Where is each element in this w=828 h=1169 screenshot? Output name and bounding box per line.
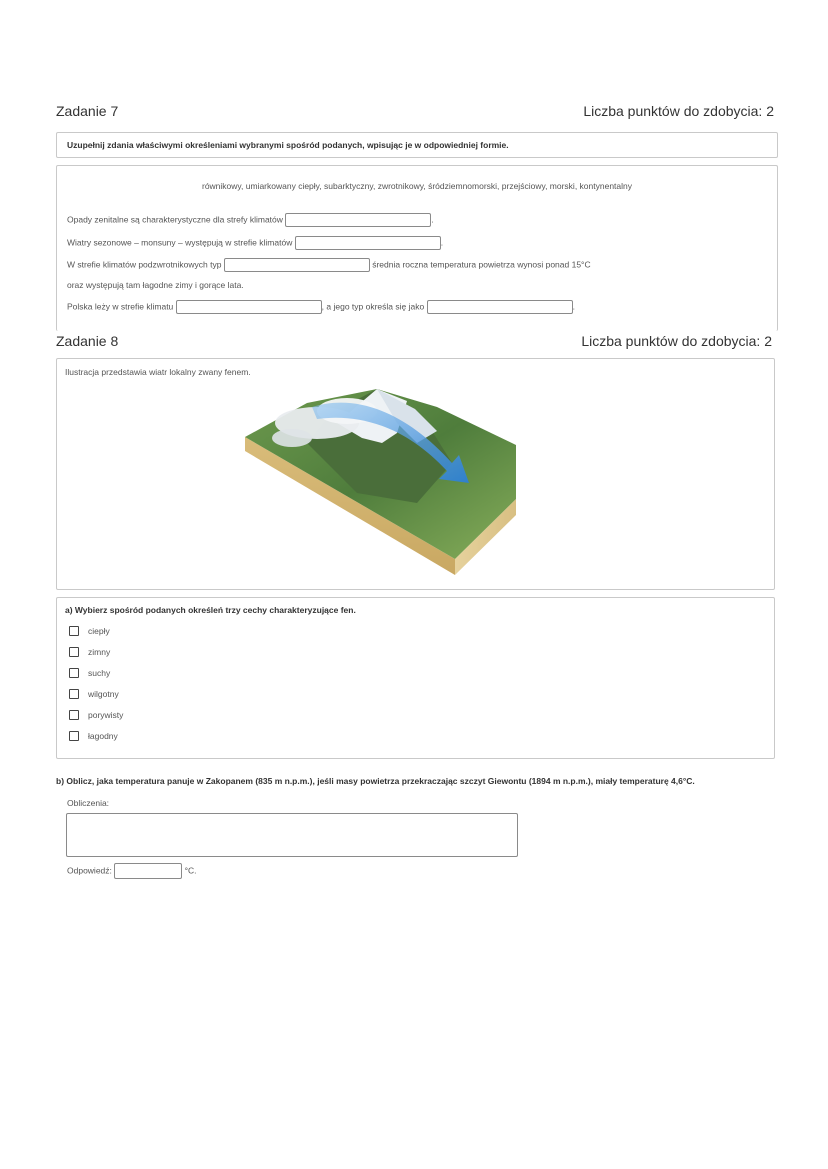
sentence-1-text: Opady zenitalne są charakterystyczne dla strefy klimatów: [67, 214, 283, 225]
answer-field-4[interactable]: [176, 300, 322, 314]
sentence-3-rest: średnia roczna temperatura powietrza wynosi ponad 15°C: [372, 259, 591, 270]
task7-instruction-box: [56, 132, 778, 158]
sentence-3-text: W strefie klimatów podzwrotnikowych typ: [67, 259, 222, 270]
sentence-4-end: .: [572, 301, 575, 312]
part-a-question: a) Wybierz spośród podanych określeń trzy cechy charakteryzujące fen.: [65, 605, 356, 615]
options-list: [69, 620, 123, 746]
option-label: łagodny: [88, 730, 118, 741]
option-label: zimny: [88, 646, 111, 657]
sentence-4: [67, 300, 575, 314]
checkbox-suchy[interactable]: [69, 668, 79, 678]
task7-content-box: [56, 165, 778, 331]
option-label: porywisty: [88, 709, 124, 720]
checkbox-cieply[interactable]: [69, 626, 79, 636]
sentence-2-end: .: [440, 237, 444, 248]
option-cieply[interactable]: [69, 620, 123, 641]
part-b-question: b) Oblicz, jaka temperatura panuje w Zakopanem (835 m n.p.m.), jeśli masy powietrza przekraczając szczyt Giewontu (1894 m n.p.m.), miały temperaturę 4,6°C.: [56, 776, 695, 786]
sentence-2-text: Wiatry sezonowe – monsuny – występują w strefie klimatów: [67, 237, 293, 248]
option-lagodny[interactable]: [69, 725, 123, 746]
task8-title: Zadanie 8: [56, 333, 119, 349]
checkbox-wilgotny[interactable]: [69, 689, 79, 699]
answer-unit: °C.: [184, 865, 197, 876]
sentence-2: [67, 236, 443, 250]
illustration-box: [56, 358, 775, 590]
option-suchy[interactable]: [69, 662, 123, 683]
sentence-1: [67, 213, 434, 227]
sentence-4-text: Polska leży w strefie klimatu: [67, 301, 174, 312]
task7-points: Liczba punktów do zdobycia: 2: [583, 103, 774, 119]
answer-input[interactable]: [114, 863, 182, 879]
sentence-3: [67, 258, 591, 272]
sentence-1-end: .: [431, 214, 434, 225]
option-label: suchy: [88, 667, 111, 678]
task7-title: Zadanie 7: [56, 103, 119, 119]
part-a-box: [56, 597, 775, 759]
foehn-illustration: [237, 383, 537, 583]
calc-label: Obliczenia:: [67, 798, 110, 808]
task7-instruction: Uzupełnij zdania właściwymi określeniami wybranymi spośród podanych, wpisując je w odpowiedniej formie.: [67, 140, 509, 150]
answer-field-3[interactable]: [224, 258, 370, 272]
checkbox-zimny[interactable]: [69, 647, 79, 657]
option-porywisty[interactable]: [69, 704, 123, 725]
sentence-3-line2: oraz występują tam łagodne zimy i gorące lata.: [67, 280, 244, 290]
checkbox-lagodny[interactable]: [69, 731, 79, 741]
sentence-4-middle: , a jego typ określa się jako: [321, 301, 425, 312]
answer-field-2[interactable]: [295, 236, 444, 250]
checkbox-porywisty[interactable]: [69, 710, 79, 720]
answer-label: Odpowiedź:: [67, 865, 112, 876]
option-zimny[interactable]: [69, 641, 123, 662]
option-wilgotny[interactable]: [69, 683, 123, 704]
option-label: wilgotny: [88, 688, 119, 699]
answer-field-5[interactable]: [427, 300, 573, 314]
option-label: ciepły: [88, 625, 110, 636]
answer-field-1[interactable]: [285, 213, 434, 227]
illustration-caption: Ilustracja przedstawia wiatr lokalny zwany fenem.: [65, 367, 251, 377]
task8-points: Liczba punktów do zdobycia: 2: [581, 333, 772, 349]
word-bank: równikowy, umiarkowany ciepły, subarktyczny, zwrotnikowy, śródziemnomorski, przejściowy, morski, kontynentalny: [201, 181, 632, 191]
answer-row: [67, 863, 197, 879]
calculation-area[interactable]: [66, 813, 518, 857]
